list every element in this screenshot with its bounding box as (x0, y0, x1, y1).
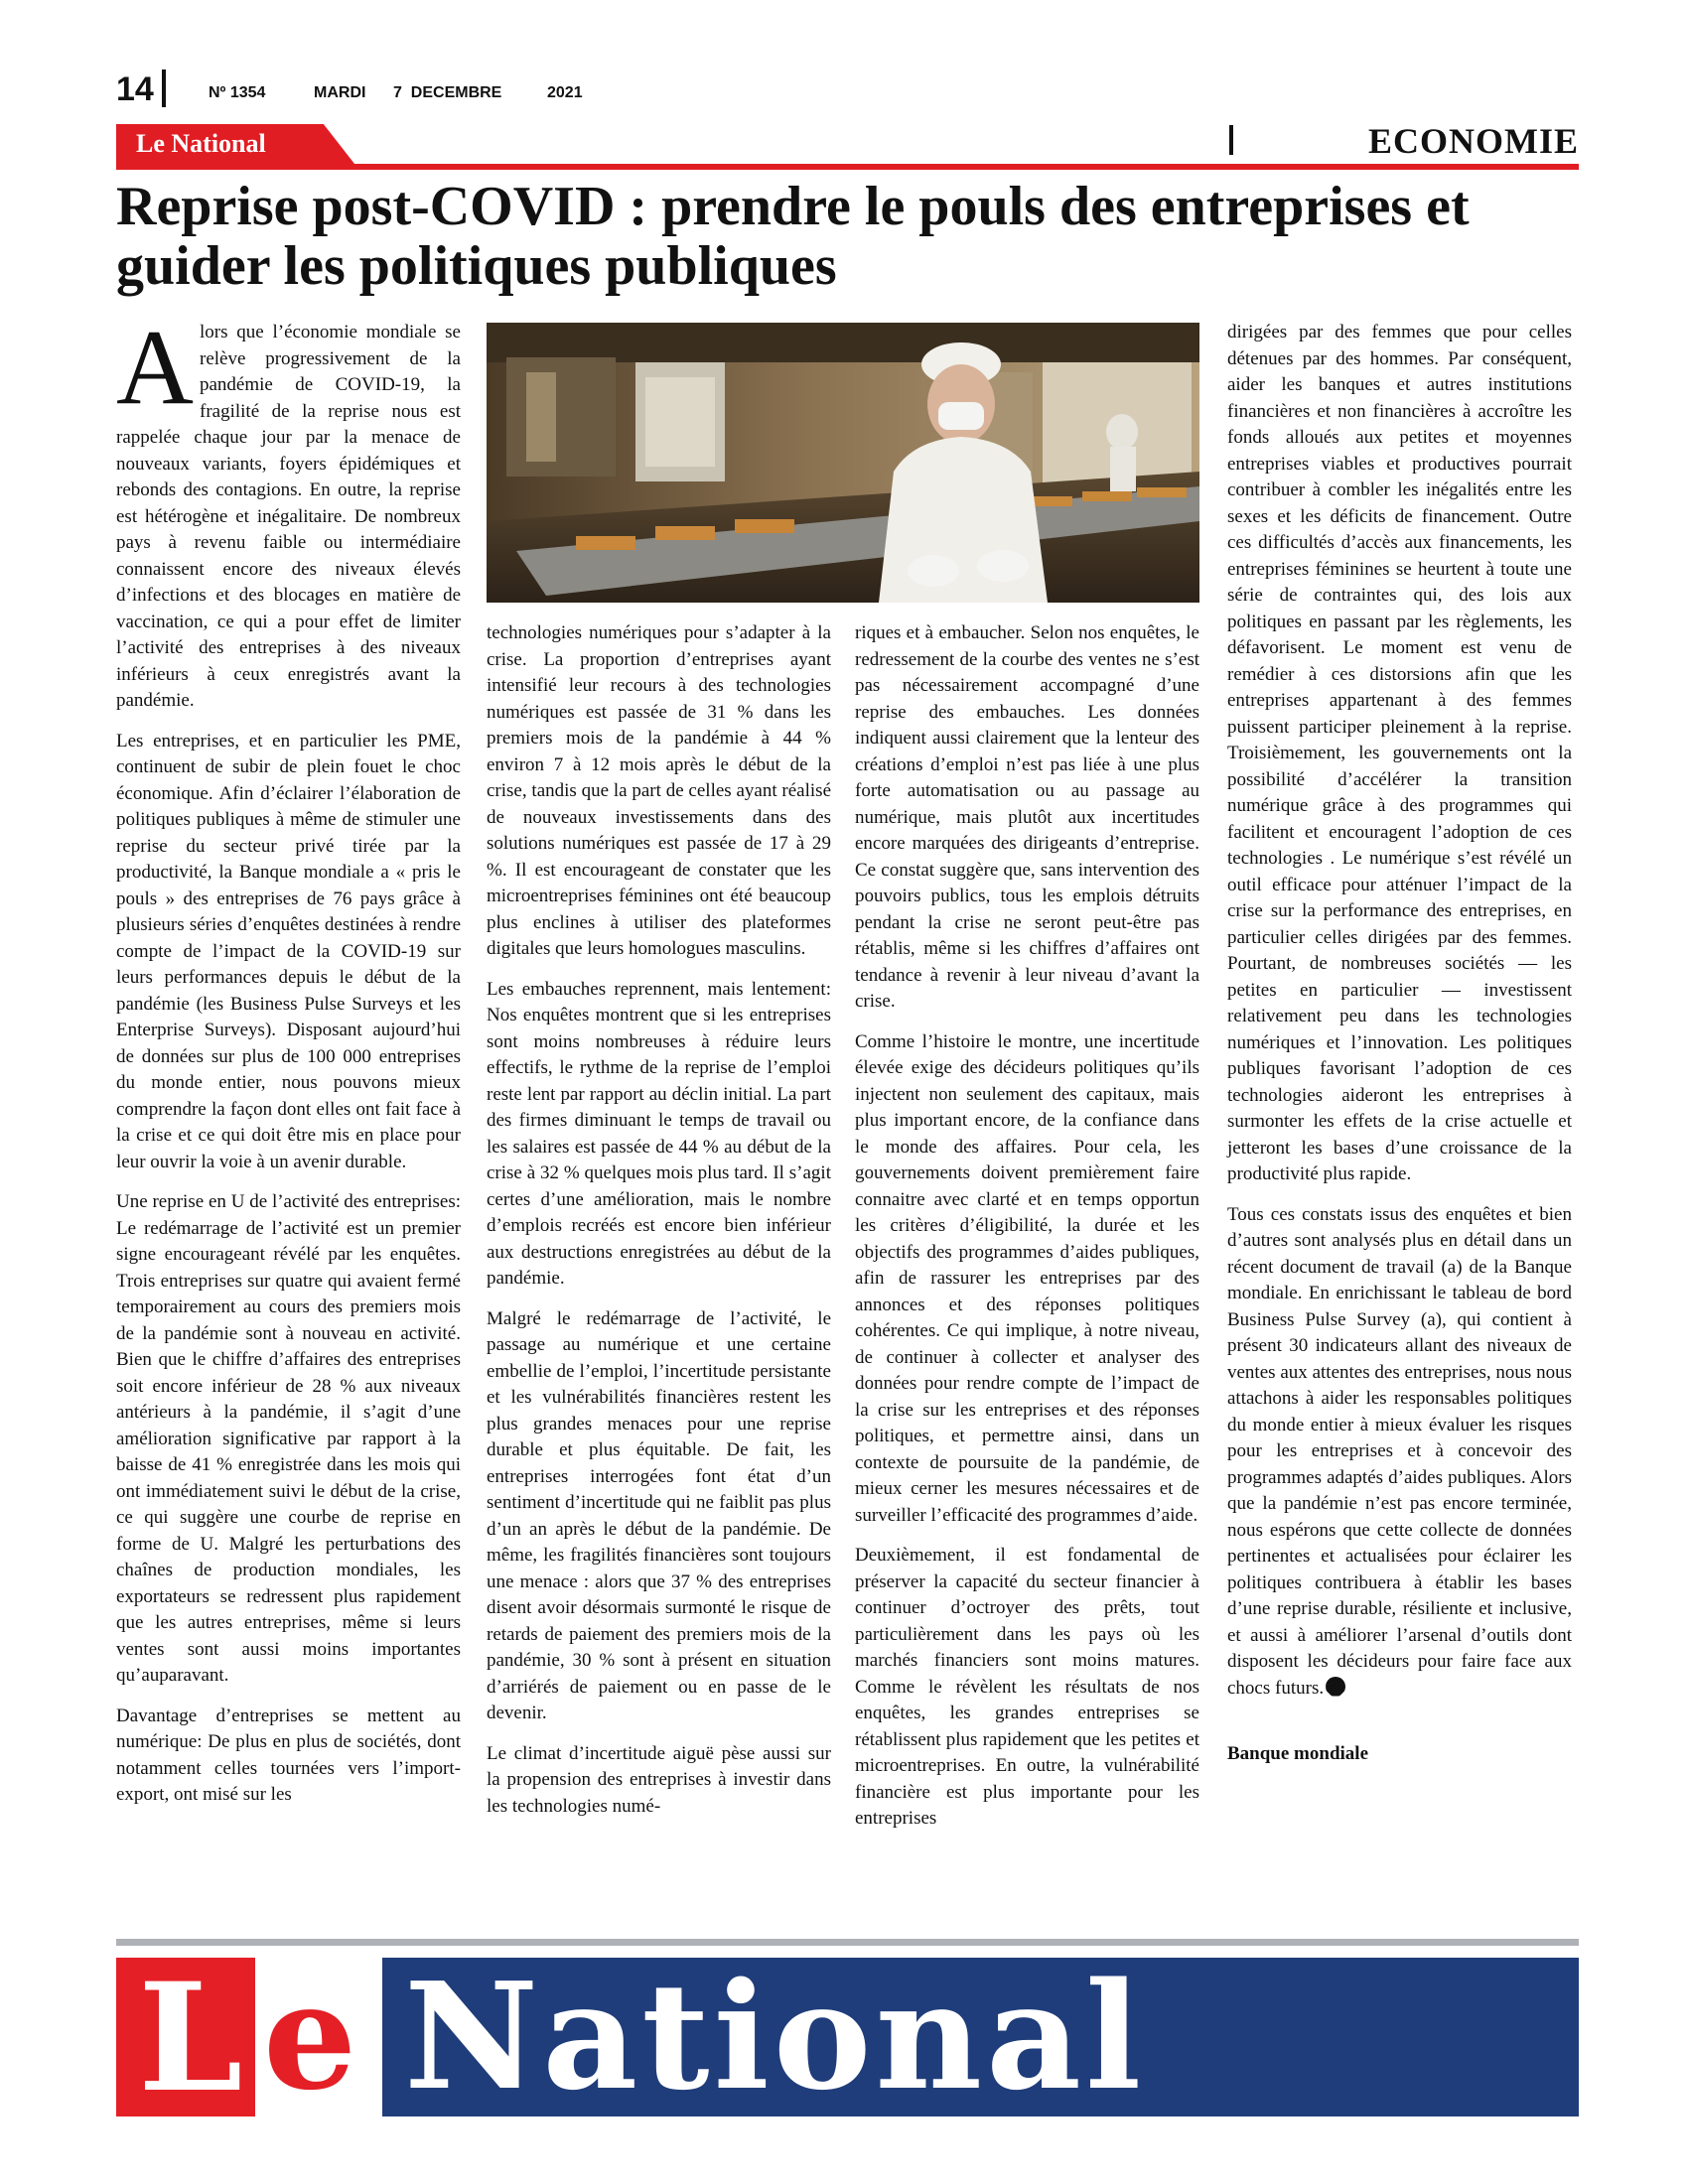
article-column-1 (116, 309, 461, 1823)
footer-rule (116, 1939, 1579, 1946)
logo-word: National (404, 1950, 1146, 2122)
article-column-3 (855, 620, 1199, 1846)
paragraph (1227, 1202, 1572, 1703)
article-photo (487, 323, 1199, 603)
paragraph: dirigées par des femmes que pour celles détenues par des hommes. Par conséquent, aider les banques et autres institutions financières et non financières à accroître les fonds alloués aux petites et moyennes entreprises viables et productives pourrait contribuer à combler les inégalités entre les sexes et les déficits de financement. Outre ces difficultés d’accès aux financements, les entreprises féminines se heurtent à toute une série de contraintes qui, des lois aux politiques en passant par les règlements, les défavorisent. Le moment est venu de remédier à ces distorsions afin que les entreprises appartenant à des femmes puissent participer pleinement à la reprise. Troisièmement, les gouvernements ont la possibilité d’accélérer la transition numérique grâce à des programmes qui facilitent et encouragent l’adoption de ces technologies . Le numérique s’est révélé un outil efficace pour atténuer l’impact de la crise sur la performance des entreprises, en particulier celles dirigées par des femmes. Pourtant, de nombreuses sociétés — les petites en particulier — investissent relativement peu dans les technologies numériques et l’innovation. Les politiques publiques favorisant l’adoption de ces technologies aideront les entreprises à surmonter les effets de la crise actuelle et jetteront les bases d’une croissance de la productivité plus rapide. (1227, 322, 1572, 1184)
article-column-4 (1227, 320, 1572, 1782)
article-column-2 (487, 620, 831, 1834)
paragraph: Le climat d’incertitude aiguë pèse aussi sur la propension des entreprises à investir dans les technologies numé- (487, 1742, 831, 1817)
paragraph: riques et à embaucher. Selon nos enquêtes, le redressement de la courbe des ventes ne s’est pas nécessairement accompagné d’une reprise des embauches. Les données indiquent aussi clairement que la lenteur des créations d’emploi n’est pas liée à une plus forte automatisation ou au passage au numérique, mais plutôt aux incertitudes encore marquées des dirigeants d’entreprise. Ce constat suggère que, sans intervention des pouvoirs publics, tous les emplois détruits pendant la crise ne seront peut-être pas rétablis, même si les chiffres d’affaires ont tendance à revenir à leur niveau d’avant la crise. (855, 622, 1199, 1012)
logo-letter-e: e (263, 1950, 357, 2122)
logo-letter-l: L (138, 1951, 243, 2125)
paragraph-text: Tous ces constats issus des enquêtes et bien d’autres sont analysés plus en détail dans un récent document de travail (a) de la Banque mondiale. En enrichissant le tableau de bord Business Pulse Survey (a), qui contient à présent 30 indicateurs allant des niveaux de ventes aux attentes des entreprises, nous nous attachons à aider les responsables politiques du monde entier à mieux évaluer les risques pour les entreprises et à concevoir des programmes adaptés d’aides publiques. Alors que la pandémie n’est pas encore terminée, nous espérons que cette collecte de données pertinentes et actualisées pour éclairer les politiques contribuera à établir les bases d’une reprise durable, résiliente et inclusive, et aussi à améliorer l’arsenal d’outils dont disposent les décideurs pour faire face aux chocs futurs. (1227, 1203, 1572, 1699)
paragraph: Malgré le redémarrage de l’activité, le passage au numérique et une certaine embellie de l’emploi, l’incertitude persistante et les vulnérabilités financières restent les plus grandes menaces pour une reprise durable et plus équitable. De fait, les entreprises interrogées font état d’un sentiment d’incertitude qui ne faiblit pas plus d’un an après le début de la pandémie. De même, les fragilités financières sont toujours une menace : alors que 37 % des entreprises disent avoir désormais surmonté le risque de retards de paiement des premiers mois de la pandémie, 30 % sont à présent en situation d’arriérés de paiement ou en passe de le devenir. (487, 1307, 831, 1723)
header-rule (116, 164, 1579, 170)
end-mark-icon (1326, 1677, 1345, 1697)
issue-year: 2021 (547, 84, 583, 101)
page-number: 14 (116, 70, 154, 108)
issue-day: MARDI (314, 84, 366, 101)
brand-tab-label: Le National (136, 129, 266, 158)
header-divider (162, 69, 166, 107)
article-signature: Banque mondiale (1227, 1743, 1369, 1764)
issue-number: Nº 1354 (209, 84, 266, 101)
article-headline: Reprise post-COVID : prendre le pouls des entreprises et guider les politiques publiques (116, 176, 1470, 297)
issue-date: 7 DECEMBRE (393, 84, 502, 101)
paragraph: technologies numériques pour s’adapter à la crise. La proportion d’entreprises ayant intensifié leur recours à des technologies numériques est passée de 31 % dans les premiers mois de la pandémie à 44 % environ 7 à 12 mois après le début de la crise, tandis que la part de celles ayant réalisé de nouveaux investissements dans des solutions numériques est passée de 17 à 29 %. Il est encourageant de constater que les microentreprises féminines ont été beaucoup plus enclines à utiliser des plateformes digitales que leurs homologues masculins. (487, 622, 831, 959)
paragraph: Les embauches reprennent, mais lentement: Nos enquêtes montrent que si les entreprises sont moins nombreuses à réduire leurs effectifs, le rythme de la reprise de l’emploi reste lent par rapport au déclin initial. La part des firmes diminuant le temps de travail ou les salaires est passée de 44 % au début de la crise à 32 % quelques mois plus tard. Il s’agit certes d’une amélioration, mais le nombre d’emplois recréés est encore bien inférieur aux destructions enregistrées au début de la pandémie. (487, 978, 831, 1289)
paragraph: Les entreprises, et en particulier les PME, continuent de subir de plein fouet le choc économique. Afin d’éclairer l’élaboration de politiques publiques à même de stimuler une reprise du secteur privé tirée par la productivité, la Banque mondiale a « pris le pouls » des entreprises de 76 pays grâce à plusieurs séries d’enquêtes destinées à rendre compte de l’impact de la COVID-19 sur leurs performances depuis le début de la pandémie (les Business Pulse Surveys et les Enterprise Surveys). Disposant aujourd’hui de données sur plus de 100 000 entreprises du monde entier, nous pouvons mieux comprendre la façon dont elles ont fait face à la crise et ce qui doit être mis en place pour leur ouvrir la voie à un avenir durable. (116, 730, 461, 1172)
paragraph: Davantage d’entreprises se mettent au numérique: De plus en plus de sociétés, dont notamment celles tournées vers l’import-export, ont misé sur les (116, 1705, 461, 1805)
paragraph: Comme l’histoire le montre, une incertitude élevée exige des décideurs politiques qu’ils injectent non seulement des capitaux, mais plus important encore, de la confiance dans le monde des affaires. Pour cela, les gouvernements doivent premièrement faire connaitre avec clarté et en temps opportun les critères d’éligibilité, la durée et les objectifs des programmes d’aides publiques, afin de rassurer les entreprises par des annonces et des réponses politiques cohérentes. Ce qui implique, à notre niveau, de continuer à collecter et analyser des données pour rendre compte de l’impact de la crise sur les entreprises et des réponses politiques, et permettre ainsi, dans un contexte de poursuite de la pandémie, de mieux cerner les mesures nécessaires et de surveiller l’efficacité des programmes d’aide. (855, 1030, 1199, 1526)
paragraph (116, 309, 461, 715)
section-label: ECONOMIE (1367, 121, 1579, 161)
paragraph-text: lors que l’économie mondiale se relève progressivement de la pandémie de COVID-19, la fragilité de la reprise nous est rappelée chaque jour par la menace de nouveaux variants, foyers épidémiques et rebonds des contagions. En outre, la reprise est hétérogène et inégalitaire. De nombreux pays à revenu faible ou intermédiaire connaissent encore des niveaux élevés d’infections et des blocages en matière de vaccination, ce qui a pour effet de limiter l’activité des entreprises à des niveaux inférieurs à ceux enregistrés avant la pandémie. (116, 322, 461, 711)
footer-logo-banner (116, 1950, 1579, 2125)
paragraph: Une reprise en U de l’activité des entreprises: Le redémarrage de l’activité est un premier signe encourageant révélé par les enquêtes. Trois entreprises sur quatre qui avaient fermé temporairement au cours des premiers mois de la pandémie sont à nouveau en activité. Bien que le chiffre d’affaires des entreprises soit encore inférieur de 28 % aux niveaux antérieurs à la pandémie, il s’agit d’une amélioration significative par rapport à la baisse de 41 % enregistrée dans les mois qui ont immédiatement suivi le début de la crise, ce qui suggère une courbe de reprise en forme de U. Malgré les perturbations des chaînes de production mondiales, les exportateurs se redressent plus rapidement que les autres entreprises, même si leurs ventes sont aussi moins importantes qu’auparavant. (116, 1191, 461, 1686)
dropcap: A (116, 309, 194, 427)
paragraph: Deuxièmement, il est fondamental de préserver la capacité du secteur financier à continuer d’octroyer des prêts, tout particulièrement dans les pays où les marchés financiers sont moins matures. Comme le révèlent les résultats de nos enquêtes, les grandes entreprises se rétablissent plus rapidement que les petites et microentreprises. En outre, la vulnérabilité financière est plus importante pour les entreprises (855, 1545, 1199, 1829)
section-divider (1229, 125, 1233, 155)
